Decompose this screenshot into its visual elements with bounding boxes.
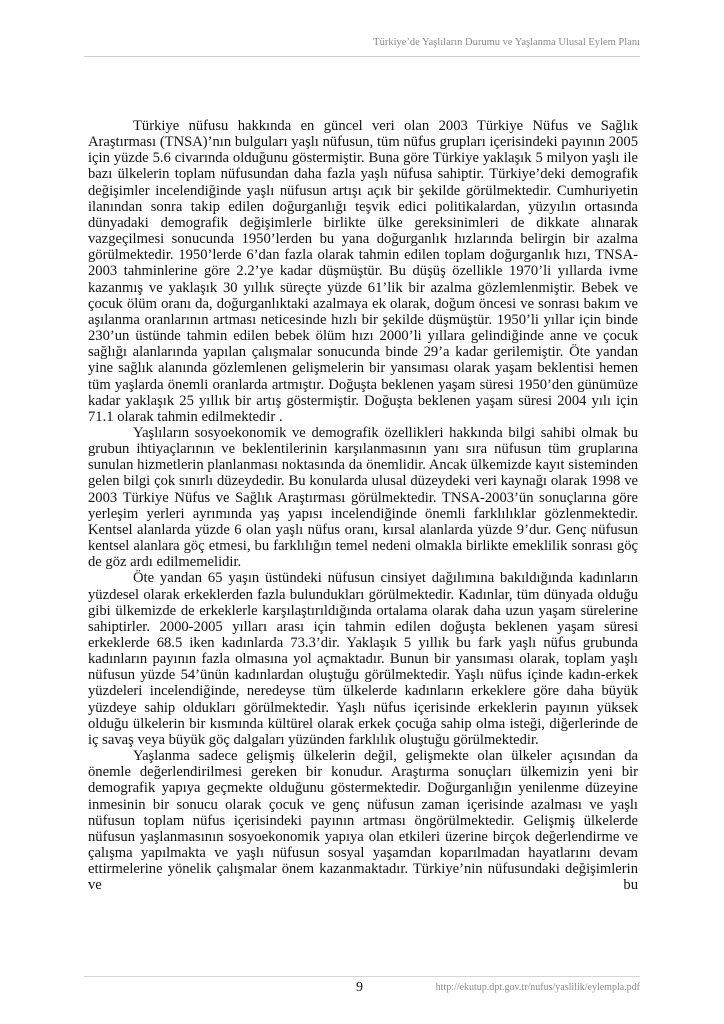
document-body	[88, 118, 638, 894]
page-number: 9	[356, 980, 363, 995]
paragraph-socioeconomic-data: Yaşlıların sosyoekonomik ve demografik özellikleri hakkında bilgi sahibi olmak bu grubun ihtiyaçlarının ve beklentilerinin karşılanmasının yanı sıra nüfusun tüm gruplarına sunulan hizmetlerin planlanması noktasında da önemlidir. Ancak ülkemizde kayıt sisteminden gelen bilgi çok sınırlı düzeydedir. Bu konularda ulusal düzeydeki veri kaynağı olarak 1998 ve 2003 Türkiye Nüfus ve Sağlık Araştırması görülmektedir. TNSA-2003’ün sonuçlarına göre yerleşim yerleri ayrımında yaş yapısı incelendiğinde önemli farklılıklar gözlenmektedir. Kentsel alanlarda yüzde 6 olan yaşlı nüfus oranı, kırsal alanlarda yüzde 9’dur. Genç nüfusun kentsel alanlara göç etmesi, bu farklılığın temel nedeni olmakla birlikte emeklilik sonrası göç de göz ardı edilmemelidir.	[88, 424, 638, 571]
paragraph-gender-distribution: Öte yandan 65 yaşın üstündeki nüfusun cinsiyet dağılımına bakıldığında kadınların yüzdesel olarak erkeklerden fazla bulundukları görülmektedir. Kadınlar, tüm dünyada olduğu gibi ülkemizde de erkeklerle karşılaştırıldığında ortalama olarak daha uzun yaşam sürelerine sahiptirler. 2000-2005 yılları arası için tahmin edilen doğuşta beklenen yaşam süresi erkeklerde 68.5 iken kadınlarda 73.3’dir. Yaklaşık 5 yıllık bu fark yaşlı nüfus grubunda kadınların payının fazla olmasına yol açmaktadır. Bunun bir yansıması olarak, toplam yaşlı nüfusun yüzde 54’ünün kadınlardan oluştuğu görülmektedir. Yaşlı nüfus içinde kadın-erkek yüzdeleri incelendiğinde, neredeyse tüm ülkelerde kadınların erkeklere göre daha büyük yüzdeye sahip oldukları görülmektedir. Yaşlı nüfus içerisinde erkeklerin payının yüksek olduğu ülkelerin bir kısmında kültürel olarak erkek çocuğa sahip olma isteği, diğerlerinde de iç savaş veya büyük göç dalgaları yüzünden farklılık oluştuğu görülmektedir.	[88, 570, 638, 748]
page-header	[84, 34, 640, 57]
footer-url: http://ekutup.dpt.gov.tr/nufus/yaslilik/eylempla.pdf	[435, 982, 640, 993]
header-title: Türkiye’de Yaşlıların Durumu ve Yaşlanma Ulusal Eylem Planı	[373, 37, 640, 48]
page-footer	[84, 976, 640, 1001]
paragraph-developing-countries: Yaşlanma sadece gelişmiş ülkelerin değil, gelişmekte olan ülkeler açısından da önemle değerlendirilmesi gereken bir konudur. Araştırma sonuçları ülkemizin yeni bir demografik yapıya geçmekte olduğunu göstermektedir. Doğurganlığın yenilenme düzeyine inmesinin bir sonucu olarak çocuk ve genç nüfusun zaman içerisinde azalması ve yaşlı nüfusun toplam nüfus içerisindeki payının artması öngörülmektedir. Gelişmiş ülkelerde nüfusun yaşlanmasının sosyoekonomik yapıya olan etkileri üzerine birçok değerlendirme ve çalışma yapılmakta ve yaşlı nüfusun sosyal yaşamdan koparılmadan hayatlarını devam ettirmelerine yönelik çalışmalar önem kazanmaktadır. Türkiye’nin nüfusundaki değişimlerin ve bu	[88, 748, 638, 894]
paragraph-fertility-mortality: Türkiye nüfusu hakkında en güncel veri olan 2003 Türkiye Nüfus ve Sağlık Araştırması (TNSA)’nın bulguları yaşlı nüfusun, tüm nüfus grupları içerisindeki payının 2005 için yüzde 5.6 civarında olduğunu göstermiştir. Buna göre Türkiye yaklaşık 5 milyon yaşlı ile bazı ülkelerin toplam nüfusundan daha fazla yaşlı nüfusa sahiptir. Türkiye’deki demografik değişimler incelendiğinde yaşlı nüfusun artışı açık bir şekilde görülmektedir. Cumhuriyetin ilanından sonra takip edilen doğurganlığı teşvik edici politikalardan, yüzyılın ortasında dünyadaki demografik değişimlerle birlikte ülke gereksinimleri de dikkate alınarak vazgeçilmesi sonucunda 1950’lerden bu yana doğurganlık hızlarında belirgin bir azalma görülmektedir. 1950’lerde 6’dan fazla olarak tahmin edilen toplam doğurganlık hızı, TNSA-2003 tahminlerine göre 2.2’ye kadar düşmüştür. Bu düşüş özellikle 1970’li yıllarda ivme kazanmış ve yaklaşık 30 yıllık süreçte yüzde 61’lik bir azalma gözlemlenmiştir. Bebek ve çocuk ölüm oranı da, doğurganlıktaki azalmaya ek olarak, doğum öncesi ve sonrası bakım ve aşılanma oranlarının artması neticesinde hızlı bir şekilde düşmüştür. 1950’li yıllar için binde 230’un üstünde tahmin edilen bebek ölüm hızı 2000’li yıllara gelindiğinde anne ve çocuk sağlığı alanlarında yapılan çalışmalar sonucunda binde 29’a kadar gerilemiştir. Öte yandan yine sağlık alanında gözlemlenen gelişmelerin bir yansıması olarak yaşam beklentisi hemen tüm yaşlarda önemli oranlarda artmıştır. Doğuşta beklenen yaşam süresi 1950’den günümüze kadar yaklaşık 25 yıllık bir artış göstermiştir. Doğuşta beklenen yaşam süresi 2004 yılı için 71.1 olarak tahmin edilmektedir .	[88, 118, 638, 425]
